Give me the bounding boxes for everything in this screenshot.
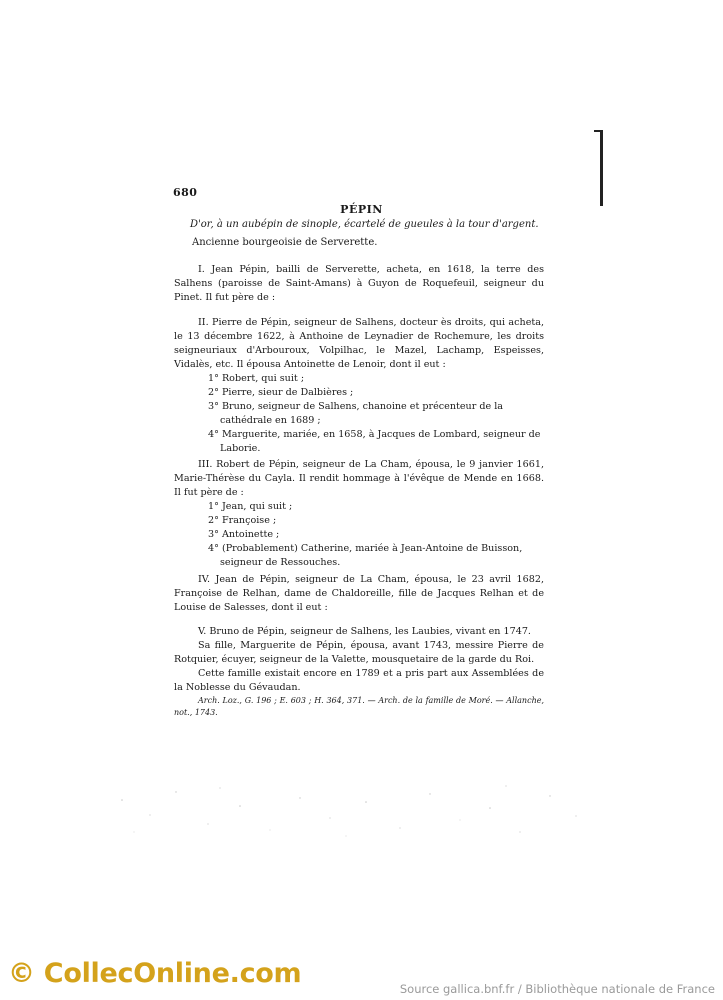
- origin-text: Ancienne bourgeoisie de Serverette.: [192, 237, 378, 248]
- list-item: 4° (Probablement) Catherine, mariée à Jean-Antoine de Buisson, seigneur de Ressouches.: [208, 543, 523, 568]
- page-number: 680: [173, 186, 198, 199]
- scan-noise: [110, 780, 590, 840]
- list-item: 1° Jean, qui suit ;: [208, 501, 293, 512]
- paragraph-5: [174, 625, 544, 719]
- paragraph-3-text: III. Robert de Pépin, seigneur de La Cham, épousa, le 9 janvier 1661, Marie-Thérèse du Cayla. Il rendit hommage à l'évêque de Mende en 1668. Il fut père de :: [174, 459, 544, 498]
- paragraph-1-text: I. Jean Pépin, bailli de Serverette, acheta, en 1618, la terre des Salhens (paroisse de Saint-Amans) à Guyon de Roquefeuil, seigneur du Pinet. Il fut père de :: [174, 264, 544, 303]
- page-edge-line: [600, 132, 603, 206]
- list-item: 3° Antoinette ;: [208, 529, 280, 540]
- list-item: 2° Françoise ;: [208, 515, 277, 526]
- paragraph-3: [174, 458, 544, 570]
- paragraph-2: [174, 316, 544, 456]
- paragraph-7-text: Cette famille existait encore en 1789 et a pris part aux Assemblées de la Noblesse du Gévaudan.: [174, 668, 544, 693]
- sources-text: Arch. Loz., G. 196 ; E. 603 ; H. 364, 371. — Arch. de la famille de Moré. — Allanche, not., 1743.: [174, 696, 544, 717]
- paragraph-2-text: II. Pierre de Pépin, seigneur de Salhens, docteur ès droits, qui acheta, le 13 décembre 1622, à Anthoine de Leynadier de Rochemure, les droits seigneuriaux d'Arbouroux, Volpilhac, le Mazel, Lachamp, Espeisses, Vidalès, etc. Il épousa Antoinette de Lenoir, dont il eut :: [174, 317, 544, 370]
- list-item: 2° Pierre, sieur de Dalbières ;: [208, 387, 354, 398]
- blazon-text: D'or, à un aubépin de sinople, écartelé de gueules à la tour d'argent.: [190, 219, 539, 230]
- paragraph-4: [174, 573, 544, 615]
- paragraph-5-text: V. Bruno de Pépin, seigneur de Salhens, les Laubies, vivant en 1747.: [198, 626, 531, 637]
- paragraph-1: [174, 263, 544, 305]
- page-title: PÉPIN: [340, 203, 383, 216]
- collectonline-logo: © CollecOnline.com: [8, 958, 302, 989]
- list-item: 1° Robert, qui suit ;: [208, 373, 305, 384]
- list-item: 3° Bruno, seigneur de Salhens, chanoine et précenteur de la cathédrale en 1689 ;: [208, 401, 504, 426]
- paragraph-2-list: [198, 372, 544, 456]
- source-credit: Source gallica.bnf.fr / Bibliothèque nationale de France: [399, 982, 715, 996]
- paragraph-3-list: [198, 500, 544, 570]
- paragraph-6-text: Sa fille, Marguerite de Pépin, épousa, avant 1743, messire Pierre de Rotquier, écuyer, seigneur de la Valette, mousquetaire de la garde du Roi.: [174, 640, 544, 665]
- paragraph-4-text: IV. Jean de Pépin, seigneur de La Cham, épousa, le 23 avril 1682, Françoise de Relhan, dame de Chaldoreille, fille de Jacques Relhan et de Louise de Salesses, dont il eut :: [174, 574, 544, 613]
- list-item: 4° Marguerite, mariée, en 1658, à Jacques de Lombard, seigneur de Laborie.: [208, 429, 541, 454]
